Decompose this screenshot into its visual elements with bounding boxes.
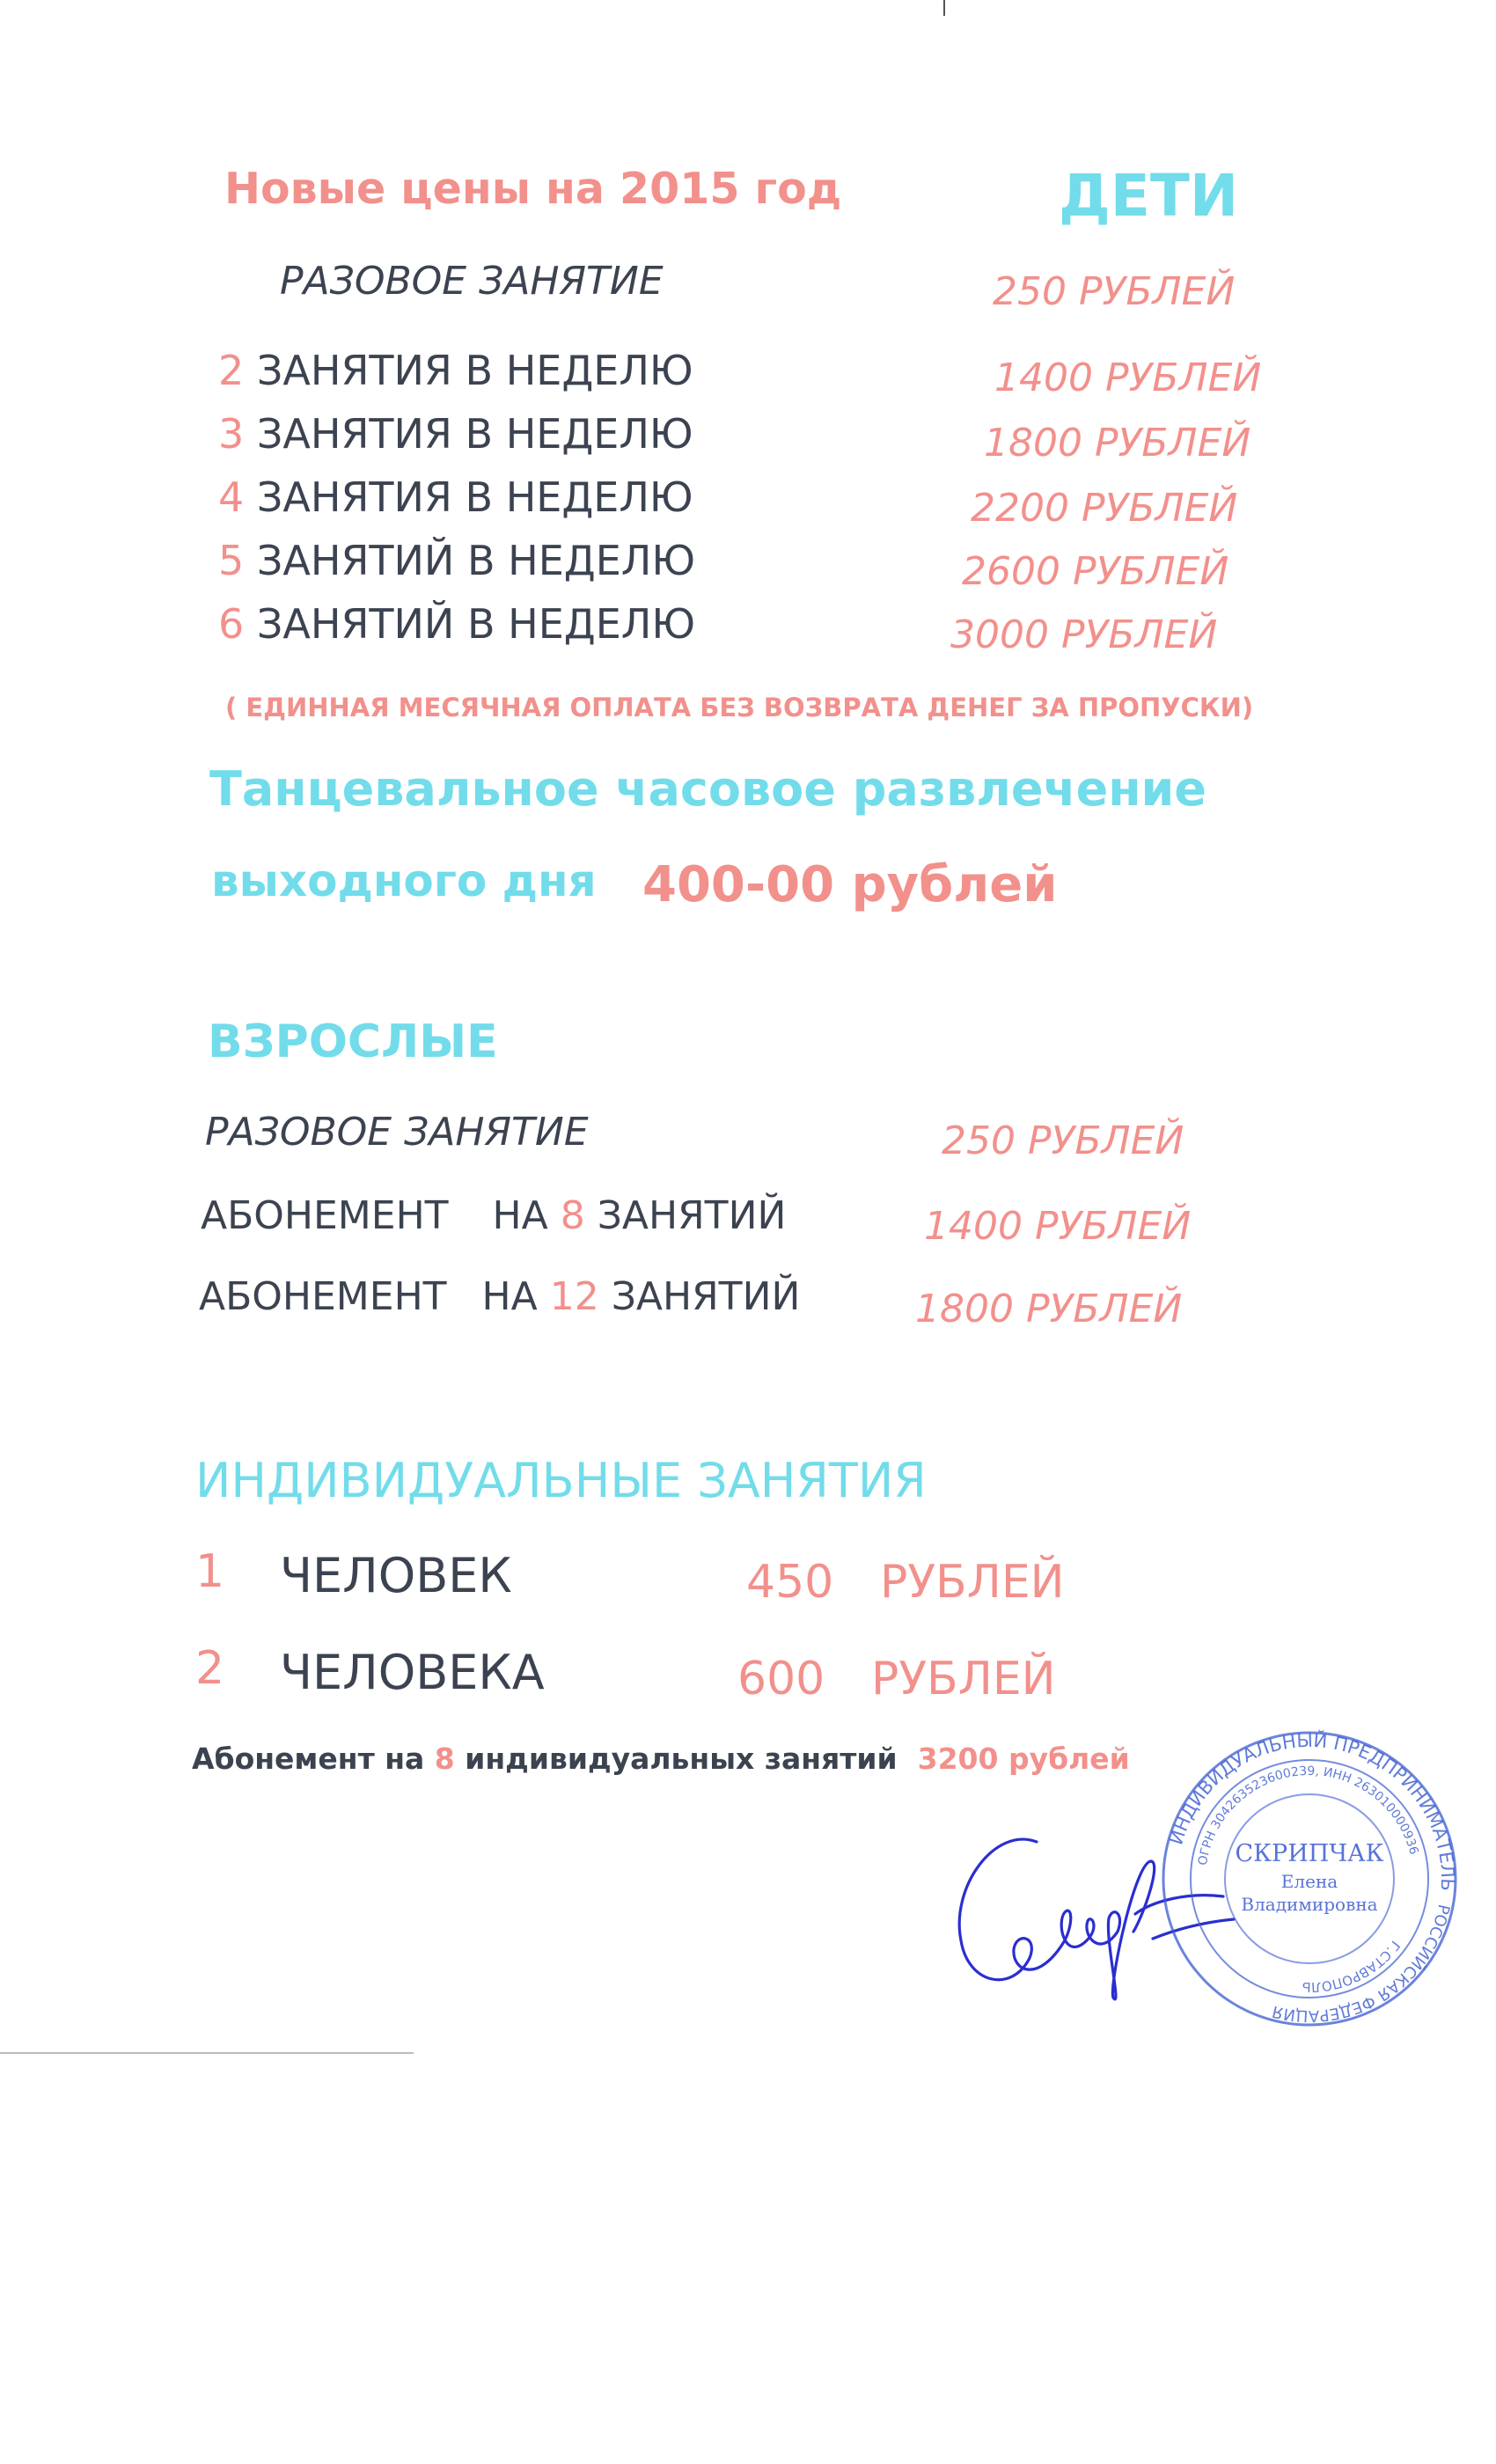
adults-single-price: 250 РУБЛЕЙ — [942, 1118, 1184, 1163]
kids-row — [218, 600, 696, 648]
kids-row-label: ЗАНЯТИЙ В НЕДЕЛЮ — [256, 600, 696, 648]
weekend-title: Танцевальное часовое развлечение — [209, 761, 1206, 817]
kids-row — [218, 347, 693, 394]
individual-row2-amount: 600 — [737, 1653, 825, 1705]
individual-subscription-a: Абонемент на — [192, 1742, 425, 1776]
kids-row-number: 5 — [218, 537, 245, 584]
adults-sub12-label-c: ЗАНЯТИЙ — [611, 1274, 801, 1319]
individual-row1-amount: 450 — [746, 1556, 834, 1609]
svg-text:СКРИПЧАК: СКРИПЧАК — [1235, 1840, 1384, 1867]
kids-row-number: 2 — [218, 347, 245, 394]
individual-row2-currency: РУБЛЕЙ — [871, 1653, 1056, 1705]
svg-text:ОГРН 304263523600239, ИНН 2630: ОГРН 304263523600239, ИНН 263010000936 — [1195, 1764, 1421, 1866]
individual-section-title: ИНДИВИДУАЛЬНЫЕ ЗАНЯТИЯ — [195, 1453, 927, 1508]
kids-row-label: ЗАНЯТИЯ В НЕДЕЛЮ — [256, 410, 693, 458]
adults-sub12-label-a: АБОНЕМЕНТ — [199, 1274, 447, 1319]
individual-row1-number: 1 — [195, 1545, 225, 1598]
weekend-subtitle: выходного дня — [211, 855, 597, 906]
adults-sub8-label — [201, 1193, 787, 1238]
adults-section-title: ВЗРОСЛЫЕ — [208, 1016, 498, 1068]
kids-row-label: ЗАНЯТИЙ В НЕДЕЛЮ — [256, 537, 696, 584]
adults-sub8-label-a: АБОНЕМЕНТ — [201, 1193, 449, 1238]
kids-row-label: ЗАНЯТИЯ В НЕДЕЛЮ — [256, 473, 693, 521]
svg-text:Елена: Елена — [1280, 1871, 1338, 1892]
scan-mark — [943, 0, 945, 16]
kids-row — [218, 473, 693, 521]
page-title: Новые цены на 2015 год — [224, 164, 842, 214]
kids-row-price: 2600 РУБЛЕЙ — [962, 549, 1229, 594]
kids-row-label: ЗАНЯТИЯ В НЕДЕЛЮ — [256, 347, 693, 394]
adults-sub12-number: 12 — [549, 1274, 599, 1319]
kids-row — [218, 410, 693, 458]
adults-sub8-label-b: НА — [492, 1193, 548, 1238]
individual-row1-label: ЧЕЛОВЕК — [280, 1548, 512, 1603]
adults-single-label: РАЗОВОЕ ЗАНЯТИЕ — [205, 1110, 589, 1155]
adults-sub12-label — [199, 1274, 801, 1319]
company-stamp — [1160, 1729, 1459, 2028]
individual-subscription-b: индивидуальных занятий — [465, 1742, 898, 1776]
adults-sub12-price: 1800 РУБЛЕЙ — [915, 1287, 1183, 1331]
individual-row2-number: 2 — [195, 1642, 225, 1695]
kids-single-price: 250 РУБЛЕЙ — [993, 269, 1236, 314]
svg-text:ИНДИВИДУАЛЬНЫЙ ПРЕДПРИНИМАТЕЛЬ: ИНДИВИДУАЛЬНЫЙ ПРЕДПРИНИМАТЕЛЬ — [1165, 1729, 1459, 1892]
kids-row-number: 4 — [218, 473, 245, 521]
kids-row-price: 3000 РУБЛЕЙ — [950, 612, 1218, 657]
kids-section-title: ДЕТИ — [1059, 162, 1239, 230]
kids-row-price: 2200 РУБЛЕЙ — [971, 486, 1238, 531]
kids-row — [218, 537, 696, 584]
kids-row-price: 1800 РУБЛЕЙ — [984, 421, 1251, 466]
weekend-price: 400-00 рублей — [642, 856, 1058, 913]
individual-subscription-price: 3200 рублей — [917, 1742, 1130, 1776]
scan-edge — [0, 2052, 414, 2054]
svg-text:РОССИЙСКАЯ ФЕДЕРАЦИЯ: РОССИЙСКАЯ ФЕДЕРАЦИЯ — [1270, 1902, 1454, 2026]
individual-row1-currency: РУБЛЕЙ — [880, 1556, 1065, 1609]
individual-row2-label: ЧЕЛОВЕКА — [280, 1645, 545, 1700]
kids-single-label: РАЗОВОЕ ЗАНЯТИЕ — [280, 259, 664, 304]
individual-subscription-number: 8 — [434, 1742, 455, 1776]
svg-text:Г.СТАВРОПОЛЬ: Г.СТАВРОПОЛЬ — [1302, 1937, 1404, 1996]
kids-row-number: 6 — [218, 600, 245, 648]
adults-sub8-price: 1400 РУБЛЕЙ — [924, 1204, 1192, 1249]
adults-sub8-number: 8 — [560, 1193, 585, 1238]
kids-row-number: 3 — [218, 410, 245, 458]
adults-sub12-label-b: НА — [481, 1274, 538, 1319]
individual-subscription — [192, 1742, 1130, 1776]
svg-text:Владимировна: Владимировна — [1241, 1894, 1378, 1915]
kids-row-price: 1400 РУБЛЕЙ — [994, 356, 1262, 400]
adults-sub8-label-c: ЗАНЯТИЙ — [597, 1193, 787, 1238]
kids-payment-note: ( ЕДИННАЯ МЕСЯЧНАЯ ОПЛАТА БЕЗ ВОЗВРАТА ДЕНЕГ ЗА ПРОПУСКИ) — [225, 693, 1254, 722]
